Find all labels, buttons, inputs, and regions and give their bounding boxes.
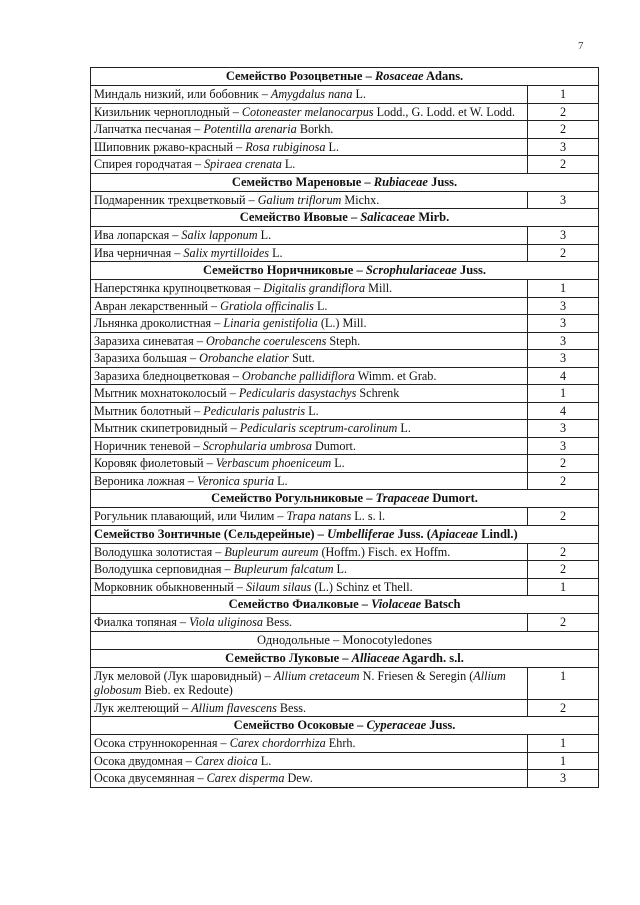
species-row bbox=[91, 280, 598, 298]
species-name bbox=[91, 473, 528, 490]
author: Dew. bbox=[284, 771, 313, 785]
author: Borkh. bbox=[296, 122, 334, 136]
russian-name: Ива лопарская – bbox=[94, 228, 182, 242]
rarity-category: 3 bbox=[559, 438, 567, 453]
author: Bess. bbox=[276, 700, 306, 715]
species-row bbox=[91, 227, 598, 245]
page-number: 7 bbox=[578, 40, 584, 52]
russian-name: Осока двудомная – bbox=[94, 753, 195, 768]
author: Lodd., G. Lodd. et W. Lodd. bbox=[373, 104, 516, 119]
author: Wimm. et Grab. bbox=[354, 368, 437, 383]
latin-name: Pedicularis palustris bbox=[203, 403, 306, 418]
russian-name: Заразиха синеватая – bbox=[94, 333, 206, 348]
latin-name: Trapa natans bbox=[286, 509, 352, 523]
species-name bbox=[91, 403, 528, 420]
species-name bbox=[91, 350, 528, 367]
author: L. bbox=[331, 456, 345, 470]
latin-name: Scrophulariaceae bbox=[365, 263, 457, 277]
author: L. bbox=[305, 403, 319, 418]
species-name bbox=[91, 298, 528, 315]
latin-name: Bupleurum aureum bbox=[224, 544, 319, 559]
species-name bbox=[91, 333, 528, 350]
author: Juss. bbox=[426, 718, 456, 732]
species-name bbox=[91, 438, 528, 455]
russian-name: Спирея городчатая – bbox=[94, 157, 205, 171]
species-row bbox=[91, 156, 598, 174]
russian-name: Лук желтеющий – bbox=[94, 700, 192, 715]
latin-name: Rosaceae bbox=[374, 69, 424, 83]
species-name bbox=[91, 420, 528, 437]
author: L. bbox=[333, 562, 348, 576]
species-name bbox=[91, 315, 528, 332]
rarity-category: 2 bbox=[559, 615, 567, 629]
rarity-category: 3 bbox=[559, 771, 567, 785]
species-name bbox=[91, 192, 528, 209]
species-row bbox=[91, 403, 598, 421]
russian-name: Наперстянка крупноцветковая – bbox=[94, 281, 264, 295]
russian-name: Семейство Мареновые – bbox=[231, 174, 374, 189]
russian-name: Фиалка топяная – bbox=[94, 615, 190, 629]
author: L. bbox=[269, 245, 283, 260]
species-row bbox=[91, 298, 598, 316]
russian-name: Авран лекарственный – bbox=[94, 298, 221, 313]
rarity-category: 1 bbox=[559, 87, 567, 101]
author: L. bbox=[397, 421, 411, 435]
species-row bbox=[91, 455, 598, 473]
rarity-category: 1 bbox=[559, 281, 567, 295]
species-row bbox=[91, 700, 598, 718]
russian-name: Семейство Норичниковые – bbox=[202, 263, 366, 277]
species-row bbox=[91, 350, 598, 368]
rarity-category: 3 bbox=[559, 192, 567, 207]
russian-name: Лук меловой (Лук шаровидный) – bbox=[94, 668, 274, 683]
rarity-category: 2 bbox=[559, 104, 567, 119]
species-row bbox=[91, 508, 598, 526]
author: Dumort. bbox=[311, 438, 356, 453]
family-name bbox=[91, 717, 598, 734]
author: Steph. bbox=[326, 333, 361, 348]
rarity-category: 1 bbox=[559, 386, 567, 400]
latin-name: Cyperaceae bbox=[366, 718, 427, 732]
species-name bbox=[91, 700, 528, 717]
russian-name: Мытник болотный – bbox=[94, 403, 204, 418]
author: (Hoffm.) Fisch. ex Hoffm. bbox=[318, 544, 451, 559]
russian-name: Семейство Осоковые – bbox=[233, 718, 367, 732]
russian-name: Миндаль низкий, или бобовник – bbox=[94, 87, 271, 101]
russian-name: Семейство Ивовые – bbox=[239, 210, 361, 224]
species-name bbox=[91, 227, 528, 244]
family-header-row bbox=[91, 490, 598, 508]
family-name bbox=[91, 596, 598, 613]
species-name bbox=[91, 245, 528, 262]
species-row bbox=[91, 139, 598, 157]
family-name bbox=[91, 262, 598, 279]
species-name bbox=[91, 139, 528, 156]
latin-name: Trapaceae bbox=[375, 491, 430, 505]
species-row bbox=[91, 86, 598, 104]
species-name bbox=[91, 614, 528, 631]
species-row bbox=[91, 420, 598, 438]
division-name: Однодольные – Monocotyledones bbox=[257, 632, 432, 647]
latin-name: Amygdalus nana bbox=[270, 87, 353, 101]
division-row bbox=[91, 632, 598, 650]
family-header-row bbox=[91, 717, 598, 735]
latin-name: Umbelliferae bbox=[327, 526, 395, 541]
author: L. bbox=[313, 298, 328, 313]
latin-name: Rubiaceae bbox=[373, 174, 428, 189]
russian-name: Шиповник ржаво-красный – bbox=[94, 139, 246, 154]
species-name bbox=[91, 156, 528, 173]
latin-name: Pedicularis dasystachys bbox=[238, 386, 357, 400]
species-name bbox=[91, 455, 528, 472]
author: (L.) Mill. bbox=[317, 316, 367, 330]
russian-name: Рогульник плавающий, или Чилим – bbox=[94, 509, 287, 523]
species-name bbox=[91, 753, 528, 770]
rarity-category: 1 bbox=[559, 579, 567, 594]
russian-name: Осока струннокоренная – bbox=[94, 736, 230, 750]
latin-name: Carex dioica bbox=[194, 753, 258, 768]
family-name bbox=[91, 490, 598, 507]
rarity-category: 2 bbox=[559, 473, 567, 488]
species-name bbox=[91, 735, 528, 752]
rarity-category: 3 bbox=[559, 421, 567, 435]
species-name bbox=[91, 508, 528, 525]
rarity-category: 2 bbox=[559, 456, 567, 470]
latin-name: Carex disperma bbox=[206, 771, 285, 785]
latin-name: Verbascum phoeniceum bbox=[215, 456, 332, 470]
rarity-category: 1 bbox=[559, 753, 567, 768]
russian-name: Мытник мохнатоколосый – bbox=[94, 386, 239, 400]
author: Mill. bbox=[365, 281, 393, 295]
family-name bbox=[91, 174, 598, 191]
species-row bbox=[91, 473, 598, 491]
latin-name: Scrophularia umbrosa bbox=[202, 438, 312, 453]
latin-name: Orobanche pallidiflora bbox=[241, 368, 355, 383]
species-row bbox=[91, 770, 598, 788]
russian-name: Володушка серповидная – bbox=[94, 562, 234, 576]
russian-name: Норичник теневой – bbox=[94, 438, 203, 453]
russian-name: Лапчатка песчаная – bbox=[94, 122, 204, 136]
latin-name: Allium cretaceum bbox=[273, 668, 360, 683]
author: L. bbox=[352, 87, 367, 101]
russian-name: Коровяк фиолетовый – bbox=[94, 456, 216, 470]
rarity-category: 2 bbox=[559, 122, 567, 136]
rarity-category: 2 bbox=[559, 245, 567, 260]
species-row bbox=[91, 104, 598, 122]
species-row bbox=[91, 753, 598, 771]
russian-name: Ива черничная – bbox=[94, 245, 184, 260]
species-row bbox=[91, 614, 598, 632]
rarity-category: 3 bbox=[559, 228, 567, 242]
author: L. s. l. bbox=[351, 509, 386, 523]
family-name bbox=[91, 526, 598, 543]
rarity-category: 1 bbox=[559, 668, 567, 683]
author: Mirb. bbox=[415, 210, 450, 224]
rarity-category: 3 bbox=[559, 316, 567, 330]
family-header-row bbox=[91, 596, 598, 614]
family-header-row bbox=[91, 68, 598, 86]
species-name bbox=[91, 668, 528, 699]
latin-name: Allium globosum bbox=[94, 668, 506, 697]
species-name bbox=[91, 770, 528, 787]
russian-name: Семейство Рогульниковые – bbox=[211, 491, 376, 505]
latin-name: Pedicularis sceptrum-carolinum bbox=[239, 421, 398, 435]
latin-name: Spiraea crenata bbox=[204, 157, 282, 171]
rarity-category: 3 bbox=[559, 298, 567, 313]
author: Juss. ( bbox=[394, 526, 431, 541]
author: Adans. bbox=[423, 69, 464, 83]
latin-name: Galium triflorum bbox=[257, 192, 342, 207]
rarity-category: 4 bbox=[559, 368, 567, 383]
family-name bbox=[91, 209, 598, 226]
author: Ehrh. bbox=[325, 736, 356, 750]
species-name bbox=[91, 86, 528, 103]
species-row bbox=[91, 368, 598, 386]
species-name bbox=[91, 544, 528, 561]
author: L. bbox=[325, 139, 339, 154]
russian-name: Мытник скипетровидный – bbox=[94, 421, 240, 435]
species-name bbox=[91, 104, 528, 121]
rarity-category: 2 bbox=[559, 700, 567, 715]
latin-name: Salix myrtilloides bbox=[183, 245, 270, 260]
species-name bbox=[91, 121, 528, 138]
species-name bbox=[91, 385, 528, 402]
latin-name: Rosa rubiginosa bbox=[245, 139, 326, 154]
latin-name: Bupleurum falcatum bbox=[233, 562, 334, 576]
species-name bbox=[91, 368, 528, 385]
species-row bbox=[91, 121, 598, 139]
latin-name: Digitalis grandiflora bbox=[263, 281, 366, 295]
species-table bbox=[90, 67, 599, 788]
latin-name: Orobanche coerulescens bbox=[205, 333, 327, 348]
rarity-category: 2 bbox=[559, 562, 567, 576]
russian-name: Морковник обыкновенный – bbox=[94, 579, 246, 594]
species-row bbox=[91, 735, 598, 753]
rarity-category: 3 bbox=[559, 139, 567, 154]
author: Bess. bbox=[262, 615, 293, 629]
author: Juss. bbox=[427, 174, 458, 189]
latin-name: Salix lapponum bbox=[181, 228, 258, 242]
rarity-category: 3 bbox=[559, 351, 567, 365]
latin-name: Cotoneaster melanocarpus bbox=[241, 104, 374, 119]
author: Schrenk bbox=[356, 386, 400, 400]
author: L. bbox=[257, 228, 272, 242]
species-row bbox=[91, 385, 598, 403]
family-header-row bbox=[91, 209, 598, 227]
species-row bbox=[91, 438, 598, 456]
russian-name: Осока двусемянная – bbox=[94, 771, 207, 785]
latin-name: Allium flavescens bbox=[191, 700, 277, 715]
species-row bbox=[91, 333, 598, 351]
species-name bbox=[91, 561, 528, 578]
species-row bbox=[91, 315, 598, 333]
family-header-row bbox=[91, 650, 598, 668]
author: Juss. bbox=[456, 263, 486, 277]
rarity-category: 3 bbox=[559, 333, 567, 348]
latin-name: Apiaceae bbox=[430, 526, 479, 541]
latin-name: Carex chordorrhiza bbox=[229, 736, 326, 750]
russian-name: Подмаренник трехцветковый – bbox=[94, 192, 258, 207]
species-row bbox=[91, 561, 598, 579]
author: L. bbox=[274, 473, 288, 488]
author: N. Friesen & Seregin ( bbox=[359, 668, 474, 683]
species-row bbox=[91, 192, 598, 210]
author: Batsch bbox=[421, 597, 461, 611]
family-header-row bbox=[91, 526, 598, 544]
latin-name: Silaum silaus bbox=[245, 579, 312, 594]
russian-name: Заразиха большая – bbox=[94, 351, 200, 365]
russian-name: Вероника ложная – bbox=[94, 473, 197, 488]
russian-name: Заразиха бледноцветковая – bbox=[94, 368, 242, 383]
latin-name: Salicaceae bbox=[360, 210, 416, 224]
russian-name: Володушка золотистая – bbox=[94, 544, 225, 559]
species-row bbox=[91, 668, 598, 700]
species-row bbox=[91, 245, 598, 263]
author: Michx. bbox=[341, 192, 380, 207]
author: Bieb. ex Redoute) bbox=[141, 683, 233, 697]
latin-name: Orobanche elatior bbox=[199, 351, 290, 365]
rarity-category: 2 bbox=[559, 509, 567, 523]
author: Agardh. s.l. bbox=[399, 650, 464, 665]
author: Sutt. bbox=[289, 351, 315, 365]
species-name bbox=[91, 579, 528, 596]
family-header-row bbox=[91, 262, 598, 280]
russian-name: Семейство Розоцветные – bbox=[225, 69, 375, 83]
rarity-category: 1 bbox=[559, 736, 567, 750]
latin-name: Gratiola officinalis bbox=[220, 298, 314, 313]
rarity-category: 4 bbox=[559, 403, 567, 418]
rarity-category: 2 bbox=[559, 544, 567, 559]
species-name bbox=[91, 280, 528, 297]
species-row bbox=[91, 579, 598, 597]
family-name bbox=[91, 650, 598, 667]
latin-name: Veronica spuria bbox=[196, 473, 275, 488]
author: L. bbox=[257, 753, 272, 768]
latin-name: Linaria genistifolia bbox=[223, 316, 318, 330]
russian-name: Кизильник черноплодный – bbox=[94, 104, 242, 119]
latin-name: Viola uliginosa bbox=[189, 615, 263, 629]
rarity-category: 2 bbox=[559, 157, 567, 171]
author: (L.) Schinz et Thell. bbox=[311, 579, 413, 594]
latin-name: Potentilla arenaria bbox=[203, 122, 297, 136]
family-header-row bbox=[91, 174, 598, 192]
russian-name: Семейство Луковые – bbox=[225, 650, 352, 665]
author: L. bbox=[281, 157, 296, 171]
author: Lindl.) bbox=[478, 526, 518, 541]
species-row bbox=[91, 544, 598, 562]
family-name bbox=[91, 68, 598, 85]
latin-name: Alliaceae bbox=[351, 650, 400, 665]
russian-name: Семейство Фиалковые – bbox=[228, 597, 372, 611]
author: Dumort. bbox=[429, 491, 478, 505]
russian-name: Семейство Зонтичные (Сельдерейные) – bbox=[94, 526, 328, 541]
latin-name: Violaceae bbox=[371, 597, 422, 611]
russian-name: Льнянка дроколистная – bbox=[94, 316, 224, 330]
